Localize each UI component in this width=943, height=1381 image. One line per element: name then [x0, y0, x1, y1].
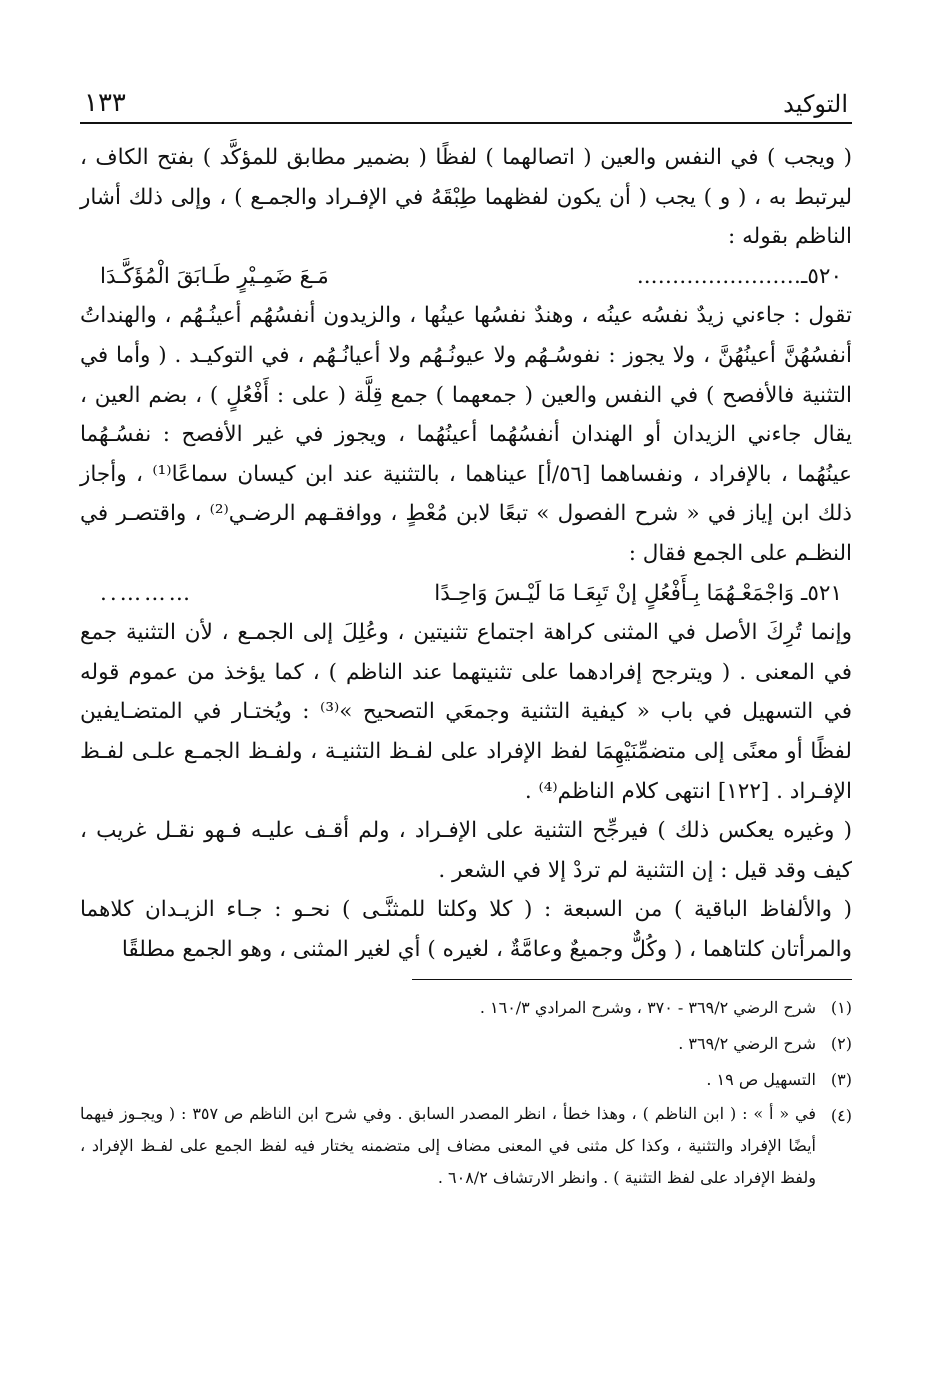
footnote-3 — [80, 1062, 852, 1098]
verse-521 — [80, 574, 852, 614]
verse-520 — [80, 257, 852, 297]
running-header — [80, 82, 852, 124]
footnote-text: في « أ » : ( ابن الناظم ) ، وهذا خطأ ، انظر المصدر السابق . وفي شرح ابن الناظم ص ٣٥٧ : ( ويجـوز فيهما أيضًا الإفراد والتثنية ، وكذا كل مثنى في المعنى مضاف إلى متضمنه يختار فيه لفظ الجمع على لفـظ الإفراد ، ولفظ الإفراد على لفظ التثنية ) . وانظر الارتشاف ٦٠٨/٢ . — [80, 1104, 816, 1188]
footnote-number: (٢) — [830, 1034, 852, 1054]
footnote-4 — [80, 1098, 852, 1194]
verse-text: مَـعَ ضَمِـيْرٍ طَـابَقَ الْمُؤَكَّـدَا — [100, 263, 329, 289]
footnote-number: (٤) — [830, 1106, 852, 1126]
verse-number: ٥٢١ـ — [801, 580, 842, 606]
footnote-text: التسهيل ص ١٩ . — [706, 1070, 816, 1090]
page-number: ١٣٣ — [84, 88, 126, 118]
verse-number: ٥٢٠ـ — [801, 263, 842, 289]
footnotes — [80, 990, 852, 1194]
footnote-1 — [80, 990, 852, 1026]
verse-dots: ………………….. — [636, 263, 802, 289]
chapter-title: التوكيد — [783, 90, 848, 118]
paragraph-3: وإنما تُرِكَ الأصل في المثنى كراهة اجتماع تثنيتين ، وعُلِلَ إلى الجمـع ، لأن التثنية جمع في المعنى . ( ويترجح إفرادهما على تثنيتهما عند الناظم ) ، كما يؤخذ من عموم قوله في التسهيل في باب « كيفية التثنية وجمعَي التصحيح »⁽³⁾ : ويُختـار في المتضـايفين لفظًا أو معنًى إلى متضمِّنَيْهِمَا لفظ الإفراد على لفـظ التثنيـة ، ولفـظ الجمـع علـى لفـظ الإفـراد . [١٢٢] انتهى كلام الناظم⁽⁴⁾ . — [80, 620, 852, 804]
main-text — [80, 138, 852, 969]
paragraph-5: ( والألفاظ الباقية ) من السبعة : ( كلا وكلتا للمثنَّـى ) نحـو : جـاء الزيـدان كلاهما والمرأتان كلتاهما ، ( وكُلٌّ وجميعٌ وعامَّةٌ ، لغيره ) أي لغير المثنى ، وهو الجمع مطلقًا — [80, 897, 852, 962]
paragraph-4: ( وغيره يعكس ذلك ) فيرجِّح التثنية على الإفـراد ، ولم أقـف عليـه فـهو نقـل غريب ، كيف وقد قيل : إن التثنية لم تردْ إلا في الشعر . — [80, 818, 852, 883]
footnote-text: شرح الرضي ٣٦٩/٢ - ٣٧٠ ، وشرح المرادي ١٦٠/٣ . — [479, 998, 816, 1018]
page — [80, 82, 852, 1194]
footnote-2 — [80, 1026, 852, 1062]
paragraph-2: تقول : جاءني زيدٌ نفسُه عينُه ، وهندٌ نفسُها عينُها ، والزيدون أنفسُهُم أعينُـهُم ، والهنداتُ أنفسُهُنَّ أعينُهُنَّ ، ولا يجوز : نفوسُـهُم ولا عيونُـهُم ولا أعيانُـهُم ، في التوكيـد . ( وأما في التثنية فالأفصح ) في النفس والعين ( جمعهما ) جمع قِلَّة ( على : أَفْعُلٍ ) ، بضم العين ، يقال جاءني الزيدان أو الهندان أنفسُهُما أعينُهُما ، ويجوز في غير الأفصح : نفسُـهُما عينُهُما ، بالإفراد ، ونفساهما [٥٦/أ] عيناهما ، بالتثنية عند ابن كيسان سماعًا⁽¹⁾ ، وأجاز ذلك ابن إياز في « شرح الفصول » تبعًا لابن مُعْطٍ ، ووافقـهم الرضـي⁽²⁾ ، واقتصـر في النظـم على الجمع فقال : — [80, 303, 852, 566]
verse-dots: ……….. — [100, 580, 194, 606]
verse-text: وَاجْمَعْـهُمَا بِـأَفْعُلٍ إنْ تَبِعَـا مَا لَيْـسَ وَاحِـدًا — [434, 580, 795, 606]
footnote-separator — [412, 979, 852, 990]
footnote-text: شرح الرضي ٣٦٩/٢ . — [678, 1034, 816, 1054]
footnote-number: (٣) — [830, 1070, 852, 1090]
footnote-number: (١) — [830, 998, 852, 1018]
paragraph-1: ( ويجب ) في النفس والعين ( اتصالهما ) لفظًا ( بضمير مطابق للمؤكَّد ) بفتح الكاف ، ليرتبط به ، ( و ) يجب ( أن يكون لفظهما طِبْقَهُ في الإفـراد والجمـع ) ، وإلى ذلك أشار الناظم بقوله : — [80, 145, 852, 250]
